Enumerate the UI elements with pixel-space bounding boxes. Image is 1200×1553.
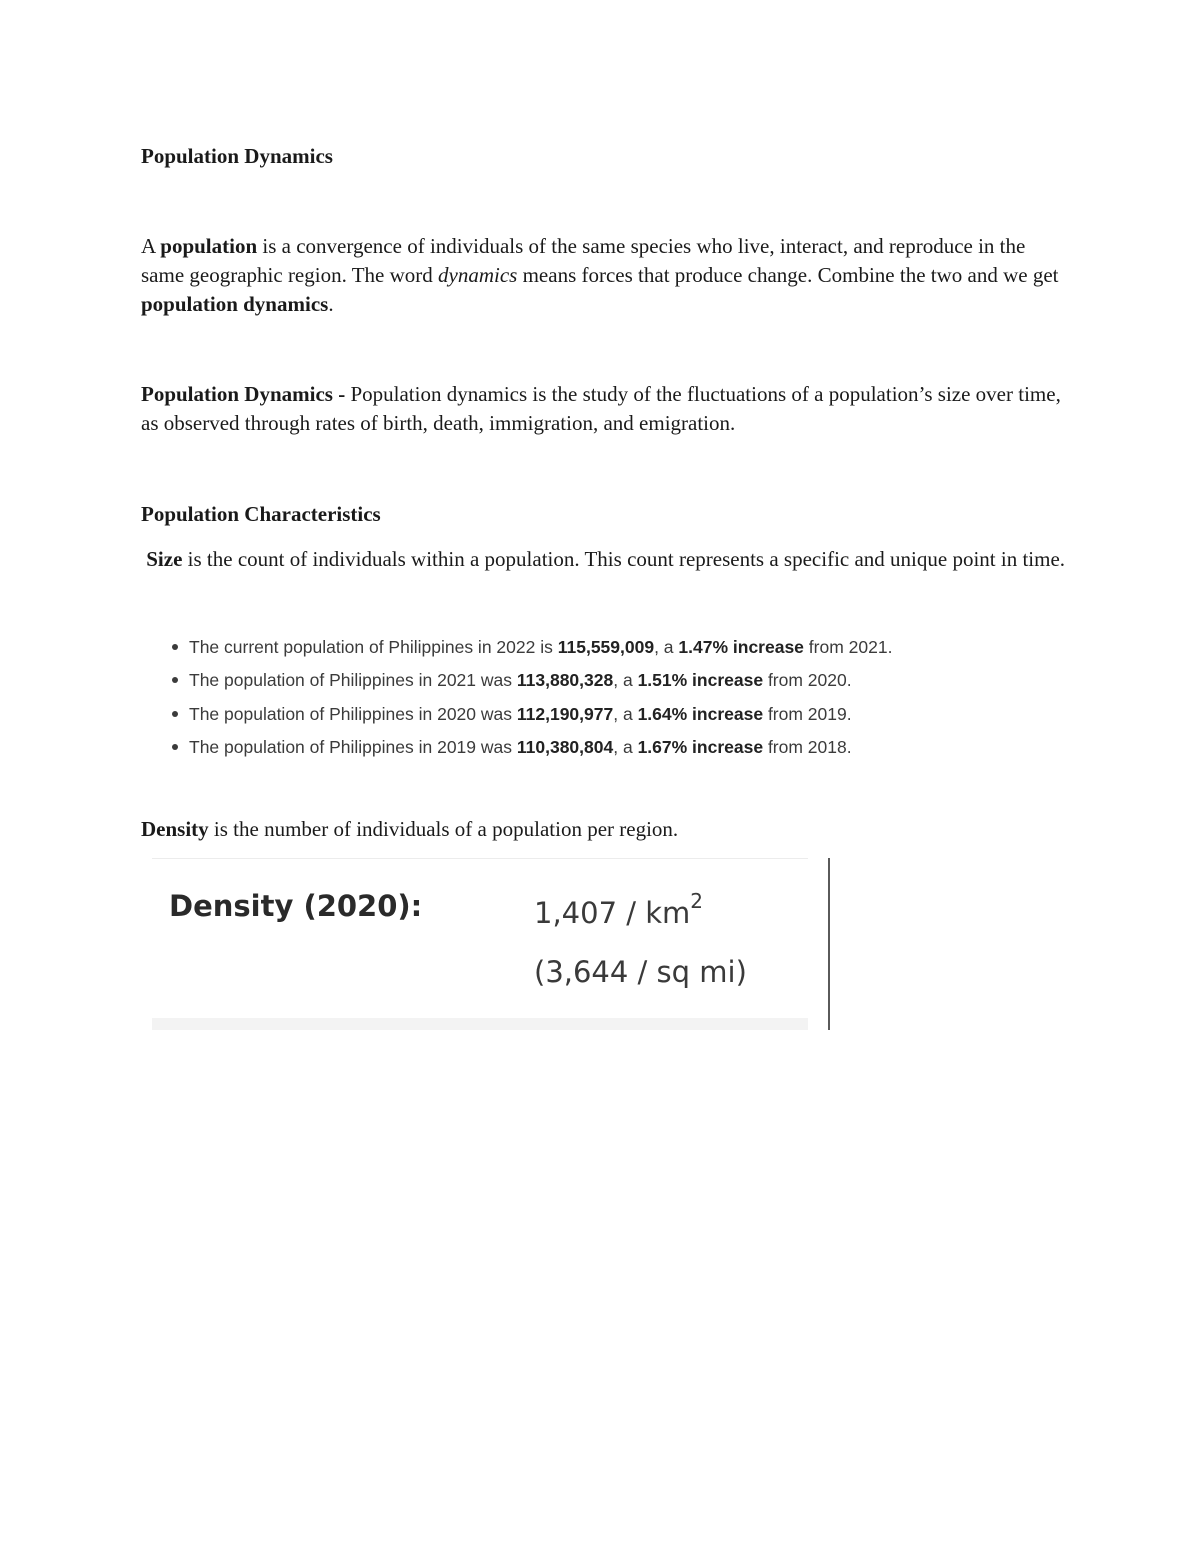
bullet-icon — [172, 744, 178, 750]
document-title: Population Dynamics — [141, 144, 333, 168]
stat-text: , a — [613, 736, 638, 757]
stat-text: from 2021. — [803, 637, 893, 657]
characteristics-heading: Population Characteristics — [141, 502, 381, 526]
density-label: Density (2020): — [169, 889, 423, 923]
stat-text: from 2018. — [763, 736, 852, 757]
stat-number: 113,880,328 — [516, 670, 614, 691]
stat-text: The population of Philippines in 2019 was — [189, 736, 517, 757]
list-item — [170, 633, 1070, 666]
population-stats-list — [170, 633, 1070, 766]
size-paragraph — [141, 545, 1071, 574]
stat-text: from 2019. — [763, 703, 852, 724]
stat-text: The population of Philippines in 2020 was — [189, 703, 517, 724]
stat-text: The population of Philippines in 2021 was — [189, 670, 517, 691]
population-dynamics-term: population dynamics — [141, 292, 329, 316]
population-term: population — [160, 234, 258, 258]
list-item — [170, 666, 1070, 699]
density-text: is the number of individuals of a population per region. — [208, 817, 679, 841]
list-item — [170, 700, 1070, 733]
size-term: Size — [146, 547, 183, 571]
density-paragraph — [141, 815, 1071, 844]
stat-number: 115,559,009 — [557, 637, 655, 657]
intro-text: means forces that produce change. Combine the two and we get — [517, 263, 1059, 287]
definition-paragraph — [141, 380, 1071, 438]
definition-text: Population dynamics is the study of the fluctuations of a population’s size over time, as observed through rates of birth, death, immigration, and emigration. — [141, 382, 1061, 435]
size-text: is the count of individuals within a population. This count represents a specific and unique point in time. — [182, 547, 1066, 571]
bullet-icon — [172, 677, 178, 683]
dynamics-term: dynamics — [438, 263, 518, 287]
stat-text: , a — [613, 703, 638, 724]
stat-rate: 1.67% increase — [637, 736, 764, 757]
stat-number: 112,190,977 — [516, 703, 614, 724]
stat-rate: 1.47% increase — [678, 637, 804, 657]
stat-text: , a — [654, 637, 679, 657]
density-value-mi: (3,644 / sq mi) — [534, 955, 747, 989]
intro-text: . — [328, 292, 334, 316]
stat-text: from 2020. — [763, 670, 852, 691]
list-item — [170, 733, 1070, 766]
density-card — [152, 858, 808, 1030]
stat-rate: 1.51% increase — [637, 670, 764, 691]
intro-text: is a convergence of individuals of the same species who live, interact, and reproduce in the same geographic region. The word — [141, 234, 1026, 287]
density-km-text: 1,407 / km — [534, 896, 691, 930]
definition-term: Population Dynamics - — [141, 382, 346, 406]
divider — [152, 858, 808, 859]
stat-number: 110,380,804 — [516, 736, 614, 757]
bullet-icon — [172, 644, 178, 650]
density-km-superscript: 2 — [690, 889, 704, 914]
bullet-icon — [172, 711, 178, 717]
density-term: Density — [141, 817, 209, 841]
density-value-km — [534, 889, 704, 930]
intro-paragraph — [141, 232, 1071, 319]
divider — [828, 858, 830, 1030]
intro-text: A — [141, 234, 161, 258]
stat-text: , a — [613, 670, 638, 691]
stat-rate: 1.64% increase — [637, 703, 764, 724]
card-footer-bar — [152, 1018, 808, 1030]
stat-text: The current population of Philippines in 2022 is — [189, 637, 558, 657]
